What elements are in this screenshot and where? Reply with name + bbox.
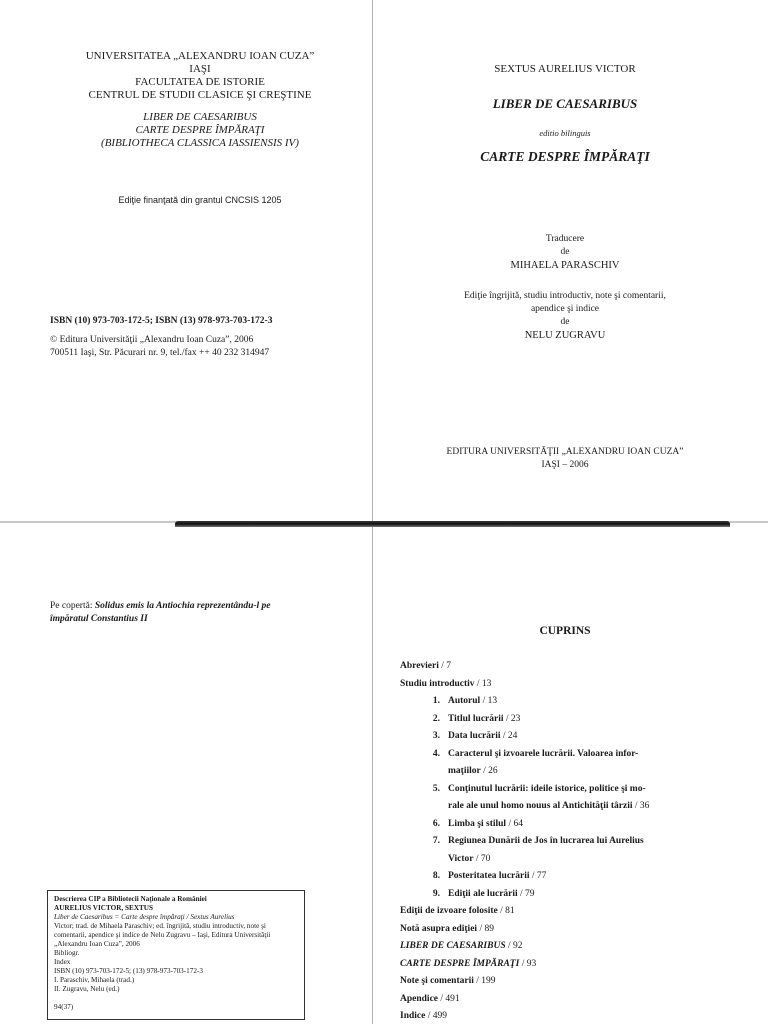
toc-entry-title: Titlul lucrării bbox=[448, 713, 504, 724]
toc-entry-number: 7. bbox=[432, 836, 440, 846]
title-block-page1 bbox=[40, 111, 360, 150]
institution-block bbox=[40, 50, 360, 102]
toc-entry-page: / 92 bbox=[505, 941, 523, 951]
toc-entry bbox=[400, 746, 730, 764]
edition-description: Ediţie îngrijită, studiu introductiv, note şi comentarii, bbox=[464, 291, 666, 301]
toc-entry-page: / 499 bbox=[425, 1011, 447, 1021]
toc-entry-number: 8. bbox=[432, 871, 440, 881]
toc-entry-page: / 81 bbox=[497, 906, 515, 916]
cip-line: Index bbox=[54, 958, 71, 966]
institution-line: CENTRUL DE STUDII CLASICE ŞI CREŞTINE bbox=[88, 89, 312, 101]
toc-entry bbox=[400, 868, 730, 886]
toc-entry-number: 2. bbox=[432, 713, 440, 724]
toc-entry bbox=[400, 938, 730, 956]
bottom-spine-line bbox=[372, 527, 373, 1024]
table-of-contents bbox=[400, 658, 730, 1026]
translation-by: de bbox=[560, 247, 570, 257]
toc-entry bbox=[400, 991, 730, 1009]
institution-line: FACULTATEA DE ISTORIE bbox=[135, 76, 265, 88]
toc-entry bbox=[400, 851, 730, 869]
address-line: 700511 Iaşi, Str. Păcurari nr. 9, tel./fax ++ 40 232 314947 bbox=[50, 348, 270, 358]
romanian-title-page2: CARTE DESPRE ÎMPĂRAŢI bbox=[480, 149, 650, 164]
toc-entry-page: / 70 bbox=[473, 853, 491, 864]
cip-line: Bibliogr. bbox=[54, 949, 80, 957]
toc-entry-page: / 36 bbox=[632, 801, 650, 811]
book-spine-shadow bbox=[175, 521, 730, 527]
toc-entry-title: Indice bbox=[400, 1011, 426, 1021]
toc-entry-title: Victor bbox=[448, 853, 474, 864]
cip-line: AURELIUS VICTOR, SEXTUS bbox=[54, 904, 153, 912]
toc-entry-number: 3. bbox=[432, 731, 440, 741]
toc-entry bbox=[400, 676, 730, 694]
toc-entry-title: Caracterul şi izvoarele lucrării. Valoarea infor- bbox=[448, 748, 639, 759]
toc-entry-page: / 77 bbox=[529, 871, 547, 881]
toc-entry bbox=[400, 658, 730, 676]
copyright-line: © Editura Universităţii „Alexandru Ioan Cuza”, 2006 bbox=[50, 335, 254, 345]
cip-line: II. Zugravu, Nelu (ed.) bbox=[54, 985, 120, 993]
editor-block bbox=[390, 290, 740, 342]
toc-entry-page: / 13 bbox=[480, 696, 498, 706]
toc-entry-title: maţiilor bbox=[448, 766, 481, 776]
toc-entry-title: Studiu introductiv bbox=[400, 678, 475, 689]
toc-entry bbox=[400, 956, 730, 974]
cover-label: Pe copertă: bbox=[50, 601, 93, 611]
top-spine-line bbox=[372, 0, 373, 521]
cip-line bbox=[54, 994, 298, 1003]
toc-entry-title: Note şi comentarii bbox=[400, 976, 474, 986]
toc-entry bbox=[400, 886, 730, 904]
publisher-block bbox=[390, 446, 740, 472]
toc-entry bbox=[400, 763, 730, 781]
cip-line: Descrierea CIP a Bibliotecii Naţionale a României bbox=[54, 895, 207, 903]
toc-entry-title: Posteritatea lucrării bbox=[448, 871, 530, 881]
cip-line: Victor; trad. de Mihaela Paraschiv; ed. îngrijită, studiu introductiv, note şi bbox=[54, 922, 266, 930]
toc-entry bbox=[400, 833, 730, 851]
toc-heading: CUPRINS bbox=[539, 625, 591, 637]
toc-entry bbox=[400, 973, 730, 991]
toc-entry bbox=[400, 903, 730, 921]
edition-note: editio bilinguis bbox=[539, 128, 591, 138]
toc-entry-title: Conţinutul lucrării: ideile istorice, politice şi mo- bbox=[448, 783, 646, 794]
toc-entry-title: Regiunea Dunării de Jos în lucrarea lui Aurelius bbox=[448, 836, 644, 846]
toc-entry-title: Notă asupra ediţiei bbox=[400, 923, 478, 934]
toc-entry bbox=[400, 781, 730, 799]
cover-description-2: împăratul Constantius II bbox=[50, 614, 148, 624]
toc-entry-page: / 24 bbox=[500, 731, 518, 741]
toc-entry-page: / 26 bbox=[480, 766, 498, 776]
institution-line: IAŞI bbox=[189, 63, 211, 75]
toc-entry-page: / 93 bbox=[519, 958, 537, 969]
cover-description: Solidus emis la Antiochia reprezentându-l pe bbox=[94, 601, 271, 611]
latin-title-page2: LIBER DE CAESARIBUS bbox=[492, 96, 638, 111]
toc-entry-title: rale ale unul homo nouus al Antichităţii târzii bbox=[448, 801, 633, 811]
series-title: (BIBLIOTHECA CLASSICA IASSIENSIS IV) bbox=[101, 137, 299, 149]
toc-entry-number: 9. bbox=[432, 888, 440, 899]
editor-by: de bbox=[560, 317, 570, 327]
toc-entry-number: 1. bbox=[432, 696, 440, 706]
isbn-line: ISBN (10) 973-703-172-5; ISBN (13) 978-973-703-172-3 bbox=[50, 316, 273, 326]
toc-entry-page: / 64 bbox=[506, 818, 523, 829]
romanian-title: CARTE DESPRE ÎMPĂRAŢI bbox=[135, 124, 265, 136]
toc-entry-title: LIBER DE CAESARIBUS bbox=[400, 941, 506, 951]
translation-label: Traducere bbox=[545, 234, 585, 244]
toc-entry-title: Ediţii de izvoare folosite bbox=[400, 906, 498, 916]
toc-entry-title: Limba şi stilul bbox=[448, 818, 507, 829]
toc-entry bbox=[400, 1008, 730, 1026]
toc-entry-title: Abrevieri bbox=[400, 661, 439, 671]
cip-line: ISBN (10) 973-703-172-5; (13) 978-973-703-172-3 bbox=[54, 967, 203, 975]
place-year: IAŞI – 2006 bbox=[541, 460, 589, 470]
editor-name: NELU ZUGRAVU bbox=[524, 330, 606, 341]
institution-line: UNIVERSITATEA „ALEXANDRU IOAN CUZA” bbox=[85, 50, 315, 62]
cip-line: I. Paraschiv, Mihaela (trad.) bbox=[54, 976, 135, 984]
toc-entry bbox=[400, 798, 730, 816]
translator-name: MIHAELA PARASCHIV bbox=[510, 260, 620, 271]
edition-description-2: apendice şi indice bbox=[530, 304, 600, 314]
toc-entry-title: Apendice bbox=[400, 993, 438, 1004]
toc-entry bbox=[400, 711, 730, 729]
toc-entry-title: Autorul bbox=[448, 696, 481, 706]
toc-entry-page: / 89 bbox=[477, 923, 494, 934]
toc-entry-number: 4. bbox=[432, 748, 440, 759]
toc-entry-page: / 491 bbox=[438, 993, 460, 1004]
author-name: SEXTUS AURELIUS VICTOR bbox=[494, 63, 636, 75]
translator-block bbox=[390, 233, 740, 272]
latin-title: LIBER DE CAESARIBUS bbox=[143, 111, 257, 123]
toc-entry-number: 6. bbox=[432, 818, 440, 829]
toc-entry bbox=[400, 816, 730, 834]
toc-entry-page: / 7 bbox=[438, 661, 452, 671]
toc-entry-page: / 23 bbox=[503, 713, 521, 724]
toc-entry bbox=[400, 921, 730, 939]
grant-note: Ediţie finanţată din grantul CNCSIS 1205 bbox=[118, 195, 282, 205]
cip-line: Liber de Caesaribus = Carte despre împăraţi / Sextus Aurelius bbox=[54, 913, 235, 921]
copyright-block bbox=[50, 334, 370, 360]
publisher-name: EDITURA UNIVERSITĂŢII „ALEXANDRU IOAN CUZA” bbox=[446, 447, 684, 457]
cip-line: comentarii, apendice şi indice de Nelu Zugravu – Iaşi, Editura Universităţii bbox=[54, 931, 271, 939]
cover-note bbox=[50, 600, 360, 626]
toc-entry-number: 5. bbox=[432, 783, 440, 794]
toc-entry-title: Ediţii ale lucrării bbox=[448, 888, 518, 899]
toc-entry-title: Data lucrării bbox=[448, 731, 501, 741]
cip-line: 94(37) bbox=[54, 1003, 74, 1011]
cip-record-box bbox=[47, 890, 305, 1020]
toc-entry bbox=[400, 693, 730, 711]
toc-entry-page: / 79 bbox=[517, 888, 535, 899]
cip-line: „Alexandru Ioan Cuza”, 2006 bbox=[54, 940, 140, 948]
toc-entry-page: / 199 bbox=[473, 976, 496, 986]
toc-entry bbox=[400, 728, 730, 746]
toc-entry-page: / 13 bbox=[474, 678, 492, 689]
toc-entry-title: CARTE DESPRE ÎMPĂRAŢI bbox=[400, 958, 520, 969]
